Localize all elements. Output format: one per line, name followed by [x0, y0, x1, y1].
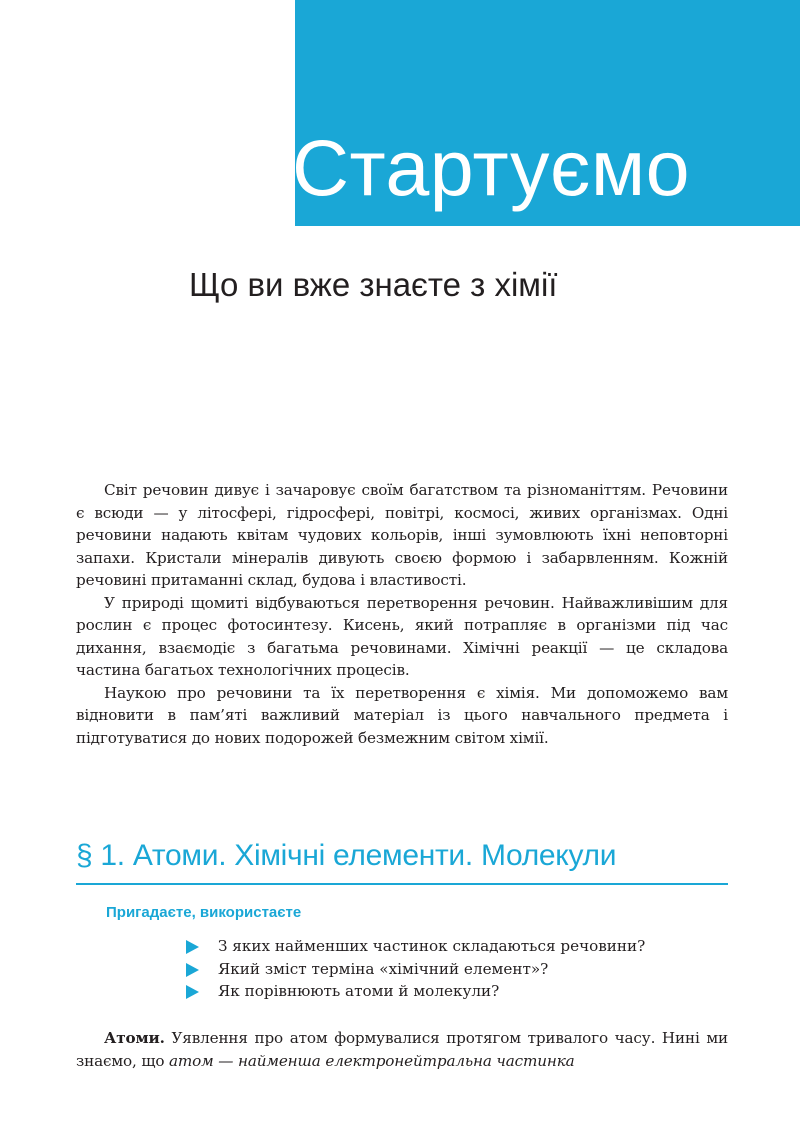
question-text: Який зміст терміна «хімічний елемент»? [218, 959, 549, 978]
recall-questions [186, 935, 645, 1003]
intro-paragraph: Наукою про речовини та їх перетворення є хімія. Ми допоможемо вам відновити в пам’яті важливий матеріал із цього навчального предмета і підготуватися до нових подорожей безмежним світом хімії. [76, 683, 728, 747]
recall-heading: Пригадаєте, використаєте [106, 904, 302, 921]
question-text: Як порівнюють атоми й молекули? [218, 982, 500, 1000]
atom-definition: атом — найменша електронейтральна частинка [169, 1051, 575, 1070]
section-heading: § 1. Атоми. Хімічні елементи. Молекули [76, 839, 617, 872]
chapter-subtitle: Що ви вже знаєте з хімії [189, 266, 558, 303]
triangle-bullet-icon [186, 963, 199, 977]
list-item [186, 958, 645, 981]
intro-text [76, 479, 728, 749]
section-body [76, 1027, 728, 1072]
paragraph-text: Уявлення про атом формувалися протягом тривалого часу. Нині ми знаємо, що [76, 1029, 728, 1070]
intro-paragraph: Світ речовин дивує і зачаровує своїм багатством та різноманіттям. Речовини є всюди — у літосфері, гідросфері, повітрі, космосі, живих організмах. Одні речовини надають квітам чудових кольорів, інші зумовлюють їхні неповторні запахи. Кристали мінералів дивують своєю формою і забарвленням. Кожній речовині притаманні склад, будова і властивості. [76, 481, 728, 589]
section-divider [76, 883, 728, 885]
triangle-bullet-icon [186, 985, 199, 999]
list-item [186, 935, 645, 958]
chapter-title: Стартуємо [292, 123, 691, 212]
body-paragraph [76, 1027, 728, 1072]
paragraph-lead: Атоми. [104, 1029, 165, 1047]
list-item [186, 980, 645, 1003]
intro-paragraph: У природі щомиті відбуваються перетворення речовин. Найважливішим для рослин є процес фотосинтезу. Кисень, який потрапляє в організми під час дихання, взаємодіє з багатьма речовинами. Хімічні реакції — це складова частина багатьох технологічних процесів. [76, 593, 728, 679]
triangle-bullet-icon [186, 940, 199, 954]
question-text: З яких найменших частинок складаються речовини? [218, 937, 646, 955]
